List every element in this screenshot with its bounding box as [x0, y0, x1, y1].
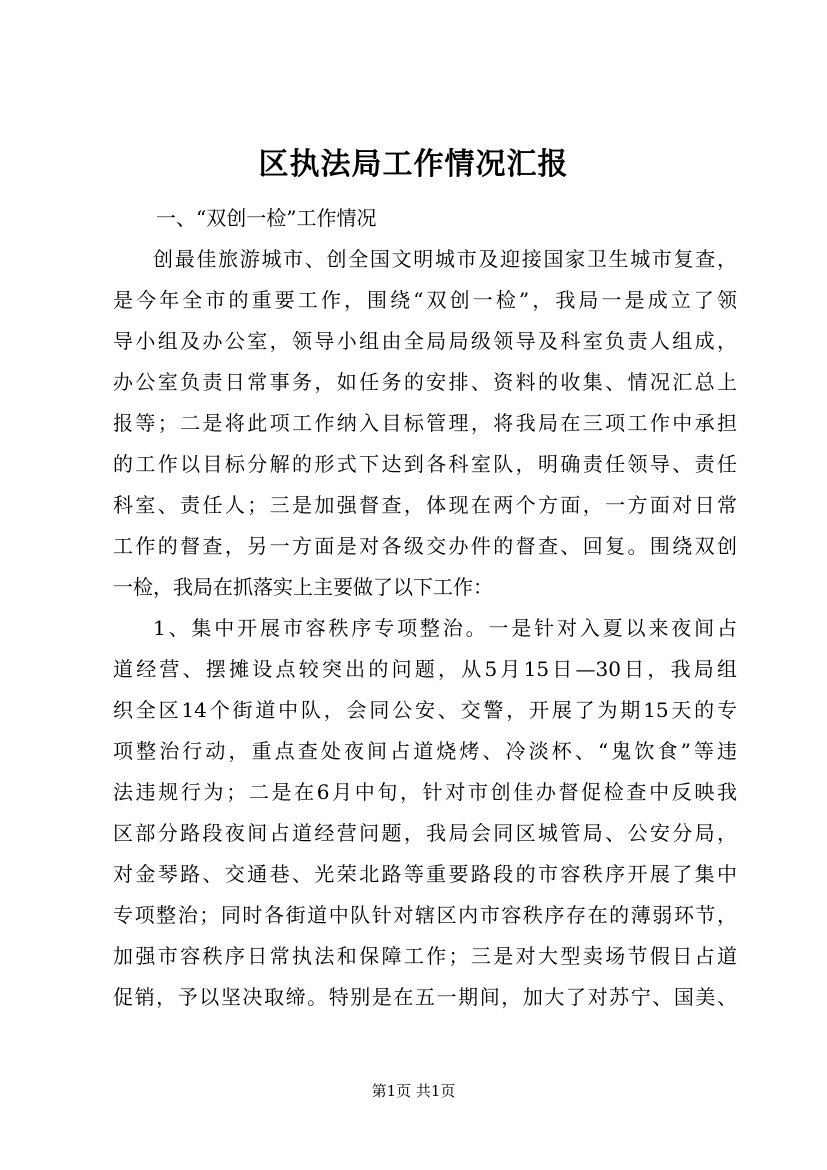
paragraph-line: 区部分路段夜间占道经营问题，我局会同区城管局、公安分局， [113, 821, 737, 845]
paragraph-line: 法违规行为；二是在6月中旬，针对市创佳办督促检查中反映我 [113, 780, 737, 804]
paragraph-line: 导小组及办公室，领导小组由全局局级领导及科室负责人组成， [113, 329, 737, 353]
paragraph-line: 一检，我局在抓落实上主要做了以下工作： [113, 575, 493, 599]
page-footer: 第1页 共1页 [371, 1082, 456, 1100]
paragraph-line: 项整治行动，重点查处夜间占道烧烤、冷淡杯、“鬼饮食”等违 [113, 739, 737, 763]
paragraph-line: 对金琴路、交通巷、光荣北路等重要路段的市容秩序开展了集中 [113, 862, 737, 886]
paragraph-line: 创最佳旅游城市、创全国文明城市及迎接国家卫生城市复查， [153, 247, 737, 271]
paragraph-line: 促销，予以坚决取缔。特别是在五一期间，加大了对苏宁、国美、 [113, 985, 737, 1009]
document-title: 区执法局工作情况汇报 [258, 147, 569, 182]
paragraph-line: 的工作以目标分解的形式下达到各科室队，明确责任领导、责任 [113, 452, 737, 476]
paragraph-line: 织全区14个街道中队，会同公安、交警，开展了为期15天的专 [113, 698, 737, 722]
paragraph-line: 1、集中开展市容秩序专项整治。一是针对入夏以来夜间占 [153, 616, 737, 640]
paragraph-line: 加强市容秩序日常执法和保障工作；三是对大型卖场节假日占道 [113, 944, 737, 968]
paragraph-line: 专项整治；同时各街道中队针对辖区内市容秩序存在的薄弱环节， [113, 903, 737, 927]
paragraph-line: 报等；二是将此项工作纳入目标管理，将我局在三项工作中承担 [113, 411, 737, 435]
paragraph-line: 办公室负责日常事务，如任务的安排、资料的收集、情况汇总上 [113, 370, 737, 394]
paragraph-line: 工作的督查，另一方面是对各级交办件的督查、回复。围绕双创 [113, 534, 737, 558]
paragraph-line: 科室、责任人；三是加强督查，体现在两个方面，一方面对日常 [113, 493, 737, 517]
paragraph-line: 道经营、摆摊设点较突出的问题，从5月15日—30日，我局组 [113, 657, 737, 681]
section-heading: 一、“双创一检”工作情况 [156, 206, 377, 230]
paragraph-line: 是今年全市的重要工作，围绕“双创一检”，我局一是成立了领 [113, 288, 737, 312]
